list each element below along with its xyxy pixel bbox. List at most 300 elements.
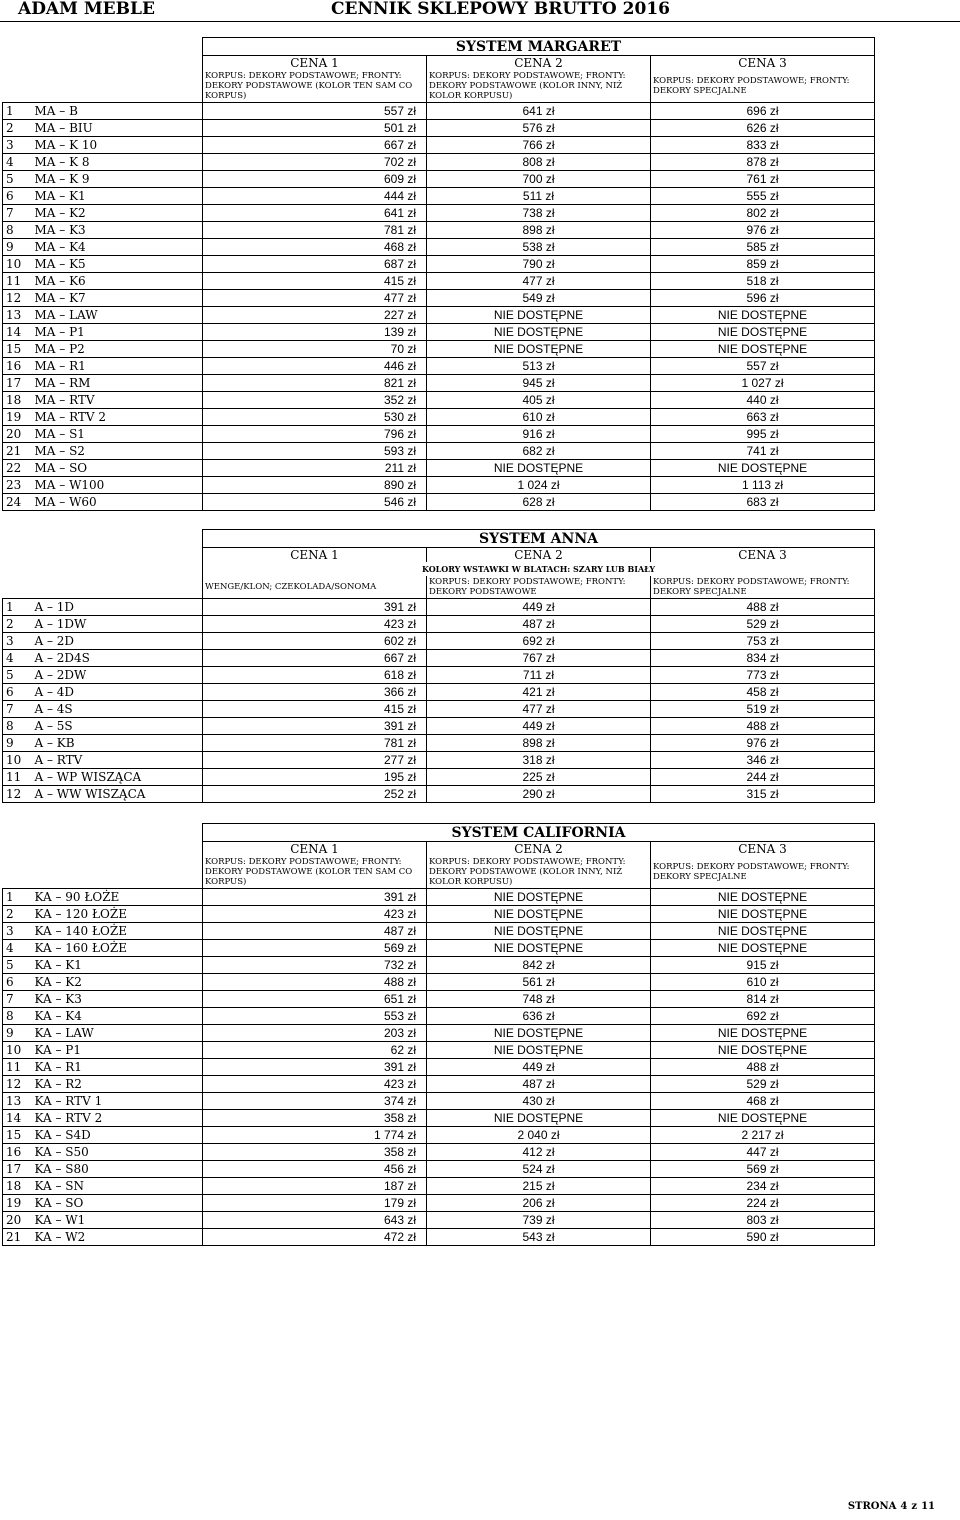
price-cena1: 391 zł — [203, 718, 427, 735]
row-number: 13 — [3, 1093, 33, 1110]
row-number: 1 — [3, 599, 33, 616]
price-cena3: 458 zł — [651, 684, 875, 701]
price-cena2: 898 zł — [427, 222, 651, 239]
price-cena3: 596 zł — [651, 290, 875, 307]
row-number: 5 — [3, 667, 33, 684]
row-number: 5 — [3, 957, 33, 974]
price-cena1: 203 zł — [203, 1025, 427, 1042]
page-footer — [844, 1501, 935, 1512]
product-name: KA – K2 — [33, 974, 203, 991]
row-number: 7 — [3, 205, 33, 222]
row-number: 16 — [3, 1144, 33, 1161]
cena1-desc: KORPUS: DEKORY PODSTAWOWE; FRONTY: DEKORY PODSTAWOWE (KOLOR TEN SAM CO KORPUS) — [203, 70, 427, 103]
row-number: 2 — [3, 906, 33, 923]
price-cena3: NIE DOSTĘPNE — [651, 307, 875, 324]
product-name: MA – RM — [33, 375, 203, 392]
product-name: KA – RTV 1 — [33, 1093, 203, 1110]
price-cena2: 449 zł — [427, 718, 651, 735]
price-cena2: 513 zł — [427, 358, 651, 375]
price-cena1: 446 zł — [203, 358, 427, 375]
table-row — [3, 1042, 875, 1059]
table-anna — [2, 529, 875, 803]
price-cena1: 702 zł — [203, 154, 427, 171]
product-name: KA – W2 — [33, 1229, 203, 1246]
price-cena1: 252 zł — [203, 786, 427, 803]
product-name: MA – RTV 2 — [33, 409, 203, 426]
blank-cell — [3, 530, 203, 548]
header-divider — [0, 21, 960, 22]
price-cena3: 234 zł — [651, 1178, 875, 1195]
cena2-desc: KORPUS: DEKORY PODSTAWOWE; FRONTY: DEKORY PODSTAWOWE (KOLOR INNY, NIŻ KOLOR KORPUSU) — [427, 70, 651, 103]
product-name: MA – P1 — [33, 324, 203, 341]
system-title: SYSTEM CALIFORNIA — [203, 824, 875, 842]
price-cena1: 358 zł — [203, 1110, 427, 1127]
row-number: 8 — [3, 1008, 33, 1025]
price-cena3: 440 zł — [651, 392, 875, 409]
row-number: 7 — [3, 991, 33, 1008]
product-name: KA – W1 — [33, 1212, 203, 1229]
table-row — [3, 1059, 875, 1076]
row-number: 9 — [3, 239, 33, 256]
product-name: MA – K5 — [33, 256, 203, 273]
price-cena3: 488 zł — [651, 599, 875, 616]
price-cena2: 682 zł — [427, 443, 651, 460]
price-cena2: 405 zł — [427, 392, 651, 409]
table-row — [3, 460, 875, 477]
table-row — [3, 1110, 875, 1127]
cena2-header: CENA 2 — [427, 56, 651, 71]
row-number: 18 — [3, 1178, 33, 1195]
product-name: MA – LAW — [33, 307, 203, 324]
price-cena1: 139 zł — [203, 324, 427, 341]
table-row — [3, 650, 875, 667]
price-cena2: NIE DOSTĘPNE — [427, 889, 651, 906]
table-row — [3, 923, 875, 940]
product-name: A – 2D4S — [33, 650, 203, 667]
row-number: 2 — [3, 120, 33, 137]
price-cena3: NIE DOSTĘPNE — [651, 341, 875, 358]
table-row — [3, 684, 875, 701]
product-name: KA – RTV 2 — [33, 1110, 203, 1127]
table-row — [3, 290, 875, 307]
row-number: 3 — [3, 137, 33, 154]
price-cena3: 315 zł — [651, 786, 875, 803]
table-row — [3, 409, 875, 426]
price-cena3: 814 zł — [651, 991, 875, 1008]
price-cena1: 546 zł — [203, 494, 427, 511]
row-number: 3 — [3, 633, 33, 650]
price-cena2: 477 zł — [427, 273, 651, 290]
price-cena3: 529 zł — [651, 616, 875, 633]
product-name: MA – BIU — [33, 120, 203, 137]
table-row — [3, 1161, 875, 1178]
product-name: A – WP WISZĄCA — [33, 769, 203, 786]
price-cena3: 753 zł — [651, 633, 875, 650]
price-cena1: 211 zł — [203, 460, 427, 477]
cena1-header: CENA 1 — [203, 548, 427, 563]
price-cena2: 641 zł — [427, 103, 651, 120]
cena3-desc: KORPUS: DEKORY PODSTAWOWE; FRONTY: DEKORY SPECJALNE — [651, 856, 875, 889]
row-number: 7 — [3, 701, 33, 718]
row-number: 8 — [3, 718, 33, 735]
product-name: MA – K 9 — [33, 171, 203, 188]
row-number: 8 — [3, 222, 33, 239]
price-cena2: 739 zł — [427, 1212, 651, 1229]
price-cena1: 602 zł — [203, 633, 427, 650]
price-cena3: 683 zł — [651, 494, 875, 511]
cena3-desc: KORPUS: DEKORY PODSTAWOWE; FRONTY: DEKORY SPECJALNE — [651, 70, 875, 103]
price-cena1: 179 zł — [203, 1195, 427, 1212]
price-cena3: NIE DOSTĘPNE — [651, 1110, 875, 1127]
price-cena1: 352 zł — [203, 392, 427, 409]
price-cena1: 643 zł — [203, 1212, 427, 1229]
price-cena1: 423 zł — [203, 1076, 427, 1093]
table-row — [3, 443, 875, 460]
footer-label: STRONA — [847, 1501, 897, 1512]
cena2-desc: KORPUS: DEKORY PODSTAWOWE; FRONTY: DEKORY PODSTAWOWE — [427, 576, 651, 599]
table-row — [3, 1178, 875, 1195]
table-row — [3, 1025, 875, 1042]
price-cena1: 423 zł — [203, 616, 427, 633]
price-cena2: 318 zł — [427, 752, 651, 769]
product-name: KA – 90 ŁOŻE — [33, 889, 203, 906]
price-cena2: NIE DOSTĘPNE — [427, 341, 651, 358]
price-cena2: 215 zł — [427, 1178, 651, 1195]
brand-name: ADAM MEBLE — [18, 0, 155, 19]
table-row — [3, 324, 875, 341]
price-cena1: 423 zł — [203, 906, 427, 923]
table-row — [3, 1212, 875, 1229]
price-cena1: 890 zł — [203, 477, 427, 494]
product-name: KA – R2 — [33, 1076, 203, 1093]
table-row — [3, 120, 875, 137]
table-row — [3, 494, 875, 511]
price-cena3: 626 zł — [651, 120, 875, 137]
price-cena3: NIE DOSTĘPNE — [651, 923, 875, 940]
price-cena3: 692 zł — [651, 1008, 875, 1025]
row-number: 1 — [3, 889, 33, 906]
table-row — [3, 1195, 875, 1212]
price-cena2: 421 zł — [427, 684, 651, 701]
price-cena2: 477 zł — [427, 701, 651, 718]
table-row — [3, 906, 875, 923]
row-number: 14 — [3, 324, 33, 341]
price-cena3: 802 zł — [651, 205, 875, 222]
product-name: KA – K1 — [33, 957, 203, 974]
row-number: 12 — [3, 1076, 33, 1093]
row-number: 6 — [3, 188, 33, 205]
price-cena2: NIE DOSTĘPNE — [427, 324, 651, 341]
price-cena3: 569 zł — [651, 1161, 875, 1178]
price-cena2: NIE DOSTĘPNE — [427, 1025, 651, 1042]
table-row — [3, 154, 875, 171]
price-cena3: 663 zł — [651, 409, 875, 426]
row-number: 24 — [3, 494, 33, 511]
price-cena2: NIE DOSTĘPNE — [427, 906, 651, 923]
product-name: MA – S2 — [33, 443, 203, 460]
price-cena3: NIE DOSTĘPNE — [651, 1042, 875, 1059]
row-number: 20 — [3, 1212, 33, 1229]
row-number: 20 — [3, 426, 33, 443]
price-cena3: NIE DOSTĘPNE — [651, 460, 875, 477]
row-number: 17 — [3, 1161, 33, 1178]
row-number: 1 — [3, 103, 33, 120]
row-number: 13 — [3, 307, 33, 324]
row-number: 6 — [3, 974, 33, 991]
row-number: 19 — [3, 409, 33, 426]
price-cena2: 206 zł — [427, 1195, 651, 1212]
cena1-header: CENA 1 — [203, 842, 427, 857]
row-number: 11 — [3, 769, 33, 786]
price-cena2: 1 024 zł — [427, 477, 651, 494]
price-cena3: 590 zł — [651, 1229, 875, 1246]
row-number: 10 — [3, 1042, 33, 1059]
price-cena3: 610 zł — [651, 974, 875, 991]
row-number: 16 — [3, 358, 33, 375]
price-cena1: 821 zł — [203, 375, 427, 392]
price-cena3: 915 zł — [651, 957, 875, 974]
row-number: 21 — [3, 1229, 33, 1246]
row-number: 4 — [3, 650, 33, 667]
table-margaret — [2, 37, 875, 511]
anna-subtitle: KOLORY WSTAWKI W BLATACH: SZARY LUB BIAŁY — [203, 562, 875, 576]
price-cena1: 796 zł — [203, 426, 427, 443]
price-cena3: 529 zł — [651, 1076, 875, 1093]
blank-cell — [3, 70, 203, 103]
price-cena1: 415 zł — [203, 273, 427, 290]
price-cena3: 555 zł — [651, 188, 875, 205]
table-row — [3, 477, 875, 494]
product-name: MA – P2 — [33, 341, 203, 358]
price-cena3: 518 zł — [651, 273, 875, 290]
table-row — [3, 239, 875, 256]
price-cena1: 593 zł — [203, 443, 427, 460]
price-cena3: 244 zł — [651, 769, 875, 786]
price-cena3: 741 zł — [651, 443, 875, 460]
table-row — [3, 974, 875, 991]
row-number: 10 — [3, 752, 33, 769]
product-name: MA – B — [33, 103, 203, 120]
price-cena3: 468 zł — [651, 1093, 875, 1110]
price-cena2: NIE DOSTĘPNE — [427, 923, 651, 940]
price-cena1: 187 zł — [203, 1178, 427, 1195]
price-cena2: 898 zł — [427, 735, 651, 752]
row-number: 3 — [3, 923, 33, 940]
price-cena1: 687 zł — [203, 256, 427, 273]
price-cena2: 511 zł — [427, 188, 651, 205]
row-number: 9 — [3, 1025, 33, 1042]
price-cena1: 618 zł — [203, 667, 427, 684]
row-number: 22 — [3, 460, 33, 477]
table-row — [3, 341, 875, 358]
price-cena1: 227 zł — [203, 307, 427, 324]
table-row — [3, 1076, 875, 1093]
price-cena3: 2 217 zł — [651, 1127, 875, 1144]
blank-cell — [3, 842, 203, 857]
price-cena3: 859 zł — [651, 256, 875, 273]
price-cena1: 667 zł — [203, 650, 427, 667]
price-cena2: NIE DOSTĘPNE — [427, 940, 651, 957]
table-row — [3, 940, 875, 957]
product-name: A – KB — [33, 735, 203, 752]
product-name: KA – S80 — [33, 1161, 203, 1178]
system-title: SYSTEM ANNA — [203, 530, 875, 548]
blank-cell — [3, 38, 203, 56]
price-cena2: NIE DOSTĘPNE — [427, 460, 651, 477]
row-number: 14 — [3, 1110, 33, 1127]
price-cena1: 456 zł — [203, 1161, 427, 1178]
product-name: KA – K3 — [33, 991, 203, 1008]
price-cena2: 2 040 zł — [427, 1127, 651, 1144]
price-cena3: 447 zł — [651, 1144, 875, 1161]
page-header — [0, 0, 960, 22]
price-cena2: 916 zł — [427, 426, 651, 443]
product-name: A – 1DW — [33, 616, 203, 633]
price-cena3: NIE DOSTĘPNE — [651, 324, 875, 341]
table-row — [3, 1093, 875, 1110]
product-name: KA – SN — [33, 1178, 203, 1195]
product-name: MA – K 8 — [33, 154, 203, 171]
product-name: A – 1D — [33, 599, 203, 616]
row-number: 11 — [3, 1059, 33, 1076]
price-cena3: 761 zł — [651, 171, 875, 188]
row-number: 18 — [3, 392, 33, 409]
blank-cell — [3, 824, 203, 842]
price-cena1: 557 zł — [203, 103, 427, 120]
price-cena3: 1 113 zł — [651, 477, 875, 494]
product-name: MA – W60 — [33, 494, 203, 511]
price-cena2: 766 zł — [427, 137, 651, 154]
product-name: KA – 140 ŁOŻE — [33, 923, 203, 940]
price-cena1: 569 zł — [203, 940, 427, 957]
cena3-header: CENA 3 — [651, 548, 875, 563]
product-name: MA – K1 — [33, 188, 203, 205]
product-name: MA – W100 — [33, 477, 203, 494]
price-cena3: 488 zł — [651, 1059, 875, 1076]
product-name: MA – R1 — [33, 358, 203, 375]
price-cena1: 472 zł — [203, 1229, 427, 1246]
price-cena1: 366 zł — [203, 684, 427, 701]
price-cena3: 834 zł — [651, 650, 875, 667]
price-cena2: NIE DOSTĘPNE — [427, 1110, 651, 1127]
product-name: A – 4D — [33, 684, 203, 701]
price-cena1: 391 zł — [203, 599, 427, 616]
blank-cell — [3, 56, 203, 71]
price-cena1: 781 zł — [203, 222, 427, 239]
price-cena3: NIE DOSTĘPNE — [651, 906, 875, 923]
table-row — [3, 188, 875, 205]
price-cena2: 945 zł — [427, 375, 651, 392]
table-row — [3, 307, 875, 324]
price-cena2: NIE DOSTĘPNE — [427, 307, 651, 324]
price-cena3: 488 zł — [651, 718, 875, 735]
product-name: MA – S1 — [33, 426, 203, 443]
price-cena1: 553 zł — [203, 1008, 427, 1025]
cena3-header: CENA 3 — [651, 842, 875, 857]
product-name: KA – LAW — [33, 1025, 203, 1042]
table-row — [3, 752, 875, 769]
price-cena1: 641 zł — [203, 205, 427, 222]
row-number: 6 — [3, 684, 33, 701]
price-cena1: 374 zł — [203, 1093, 427, 1110]
footer-total: 11 — [921, 1501, 935, 1512]
product-name: MA – K4 — [33, 239, 203, 256]
blank-cell — [3, 576, 203, 599]
product-name: KA – S50 — [33, 1144, 203, 1161]
price-cena1: 501 zł — [203, 120, 427, 137]
price-cena2: 692 zł — [427, 633, 651, 650]
row-number: 15 — [3, 341, 33, 358]
row-number: 11 — [3, 273, 33, 290]
row-number: 12 — [3, 290, 33, 307]
cena1-desc: KORPUS: DEKORY PODSTAWOWE; FRONTY: DEKORY PODSTAWOWE (KOLOR TEN SAM CO KORPUS) — [203, 856, 427, 889]
product-name: MA – SO — [33, 460, 203, 477]
product-name: MA – K3 — [33, 222, 203, 239]
row-number: 4 — [3, 154, 33, 171]
price-cena3: 833 zł — [651, 137, 875, 154]
price-cena3: 803 zł — [651, 1212, 875, 1229]
row-number: 9 — [3, 735, 33, 752]
price-cena1: 277 zł — [203, 752, 427, 769]
price-cena2: 790 zł — [427, 256, 651, 273]
product-name: MA – K7 — [33, 290, 203, 307]
price-cena2: 711 zł — [427, 667, 651, 684]
price-cena1: 195 zł — [203, 769, 427, 786]
product-name: KA – R1 — [33, 1059, 203, 1076]
price-cena3: 557 zł — [651, 358, 875, 375]
price-cena2: 561 zł — [427, 974, 651, 991]
cena3-desc: KORPUS: DEKORY PODSTAWOWE; FRONTY: DEKORY SPECJALNE — [651, 576, 875, 599]
price-cena2: 738 zł — [427, 205, 651, 222]
price-cena1: 477 zł — [203, 290, 427, 307]
product-name: A – WW WISZĄCA — [33, 786, 203, 803]
price-cena1: 1 774 zł — [203, 1127, 427, 1144]
table-row — [3, 735, 875, 752]
price-cena1: 391 zł — [203, 1059, 427, 1076]
table-row — [3, 1229, 875, 1246]
table-row — [3, 426, 875, 443]
cena2-header: CENA 2 — [427, 548, 651, 563]
price-cena3: 1 027 zł — [651, 375, 875, 392]
product-name: A – 5S — [33, 718, 203, 735]
price-cena2: 636 zł — [427, 1008, 651, 1025]
price-cena1: 488 zł — [203, 974, 427, 991]
price-cena3: 346 zł — [651, 752, 875, 769]
table-row — [3, 769, 875, 786]
price-cena2: 449 zł — [427, 599, 651, 616]
table-row — [3, 1008, 875, 1025]
row-number: 21 — [3, 443, 33, 460]
product-name: MA – K6 — [33, 273, 203, 290]
price-cena3: 995 zł — [651, 426, 875, 443]
row-number: 12 — [3, 786, 33, 803]
price-cena2: 767 zł — [427, 650, 651, 667]
price-cena3: NIE DOSTĘPNE — [651, 889, 875, 906]
product-name: KA – S4D — [33, 1127, 203, 1144]
price-cena2: 412 zł — [427, 1144, 651, 1161]
cena2-desc: KORPUS: DEKORY PODSTAWOWE; FRONTY: DEKORY PODSTAWOWE (KOLOR INNY, NIŻ KOLOR KORPUSU) — [427, 856, 651, 889]
row-number: 23 — [3, 477, 33, 494]
price-cena1: 358 zł — [203, 1144, 427, 1161]
price-cena3: 976 zł — [651, 735, 875, 752]
table-row — [3, 137, 875, 154]
price-cena3: 224 zł — [651, 1195, 875, 1212]
cena3-header: CENA 3 — [651, 56, 875, 71]
product-name: A – 2D — [33, 633, 203, 650]
footer-of: z — [911, 1501, 918, 1512]
table-row — [3, 991, 875, 1008]
cena1-desc: WENGE/KLON; CZEKOLADA/SONOMA — [203, 576, 427, 599]
